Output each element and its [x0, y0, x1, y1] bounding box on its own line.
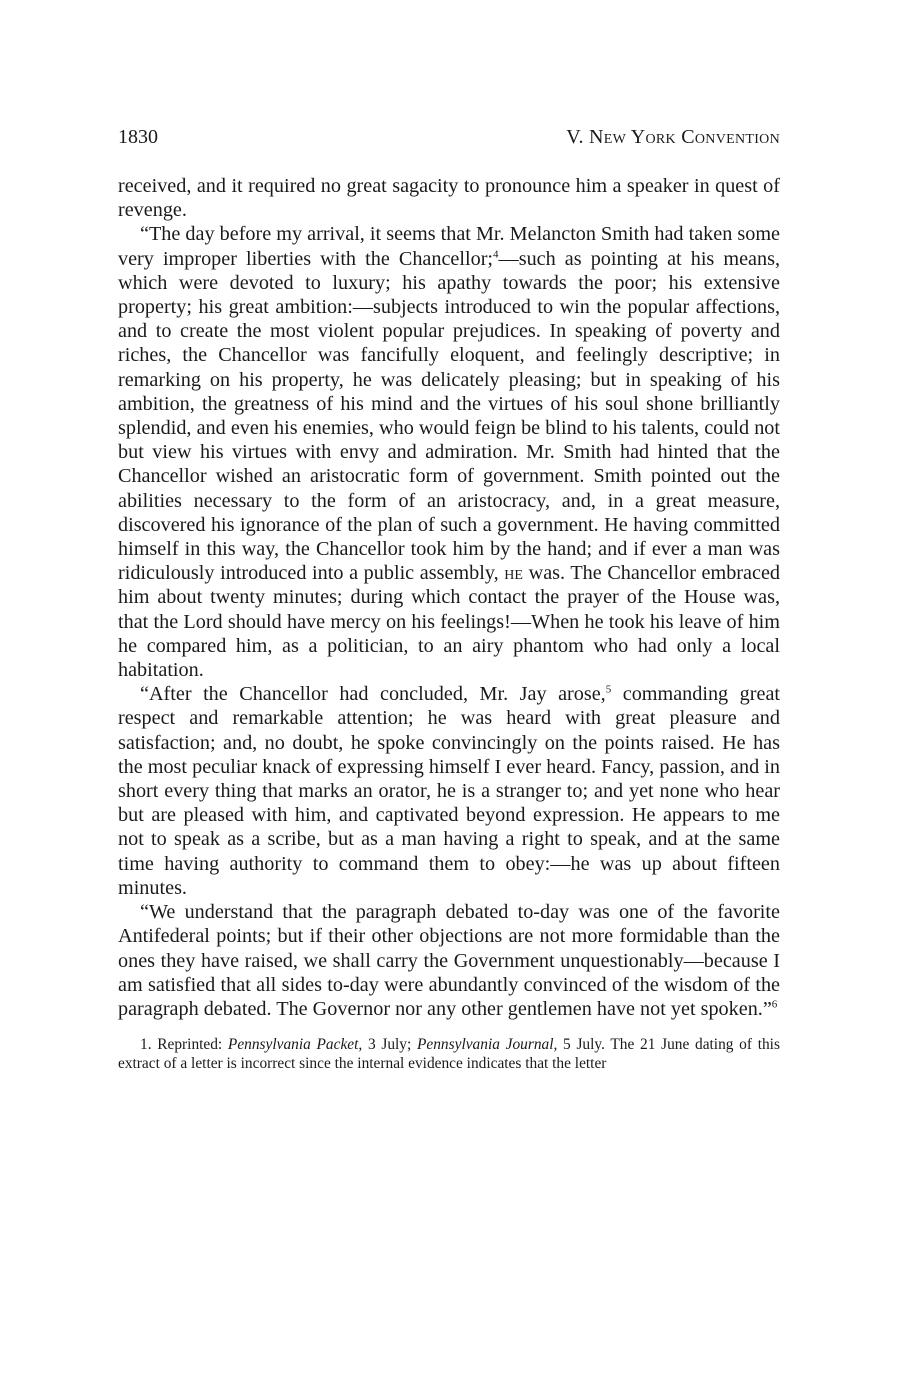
paragraph-2-emphasis: he — [504, 562, 523, 585]
paragraph-1 — [118, 174, 780, 222]
footnote-1-text-c: 5 July. The 21 June dating of this extract of a letter is incorrect since the internal evidence indicates that the letter — [118, 1036, 780, 1073]
paragraph-3 — [118, 682, 780, 900]
body-text — [118, 174, 780, 1021]
running-title: V. New York Convention — [566, 126, 780, 148]
document-page — [118, 124, 780, 1073]
footnote-ref-6: 6 — [771, 998, 778, 1011]
paragraph-4 — [118, 900, 780, 1021]
footnote-1-text-a: 1. Reprinted: — [140, 1036, 223, 1054]
paragraph-2 — [118, 222, 780, 682]
footnote-ref-4: 4 — [493, 247, 499, 260]
footnote-1-source-a: Pennsylvania Packet, — [227, 1036, 363, 1054]
footnote-1 — [118, 1035, 780, 1073]
paragraph-2-text-b: —such as pointing at his means, which were devoted to luxury; his apathy towards the poor; his extensive property; his great ambition:—subjects introduced to win the popular affections, and to create the most violent popular prejudices. In speaking of poverty and riches, the Chancellor was fancifully eloquent, and feelingly descriptive; in remarking on his property, he was delicately pleasing; but in speaking of his ambition, the greatness of his mind and the virtues of his soul shone brilliantly splendid, and even his enemies, who would feign be blind to his talents, could not but view his virtues with envy and admiration. Mr. Smith had hinted that the Chancellor wished an aristocratic form of government. Smith pointed out the abilities necessary to the form of an aristocracy, and, in a great measure, discovered his ignorance of the plan of such a government. He having committed himself in this way, the Chancellor took him by the hand; and if ever a man was ridiculously introduced into a public assembly, — [118, 247, 780, 585]
footnote-1-text-b: 3 July; — [367, 1036, 412, 1054]
paragraph-3-text-b: commanding great respect and remarkable attention; he was heard with great pleasure and satisfaction; and, no doubt, he spoke convincingly on the points raised. He has the most peculiar knack of expressing himself I ever heard. Fancy, passion, and in short every thing that marks an orator, he is a stranger to; and yet none who hear but are pleased with him, and captivated beyond expression. He appears to me not to speak as a scribe, but as a man having a right to speak, and at the same time having authority to command them to obey:—he was up about fifteen minutes. — [118, 683, 781, 899]
paragraph-2-text-c: was. The Chancellor embraced him about twenty minutes; during which contact the prayer of the House was, that the Lord should have mercy on his feelings!—When he took his leave of him he compared him, as a politician, to an airy phantom who had only a local habitation. — [118, 562, 781, 682]
page-number: 1830 — [118, 126, 158, 148]
paragraph-3-text-a: “After the Chancellor had concluded, Mr. Jay arose, — [140, 683, 606, 706]
footnote-ref-5: 5 — [605, 683, 612, 696]
paragraph-4-text: “We understand that the paragraph debated to-day was one of the favorite Antifederal points; but if their other objections are not more formidable than the ones they have raised, we shall carry the Government unquestionably—because I am satisfied that all sides to-day were abundantly convinced of the wisdom of the paragraph debated. The Governor nor any other gentlemen have not yet spoken.” — [118, 901, 780, 1020]
paragraph-2-text-a: “The day before my arrival, it seems that Mr. Melancton Smith had taken some very improper liberties with the Chancellor; — [118, 223, 780, 270]
paragraph-1-text: received, and it required no great sagacity to pronounce him a speaker in quest of revenge. — [118, 175, 780, 222]
footnote-1-source-b: Pennsylvania Journal, — [417, 1036, 558, 1054]
footnotes — [118, 1035, 780, 1073]
running-head — [118, 124, 780, 150]
